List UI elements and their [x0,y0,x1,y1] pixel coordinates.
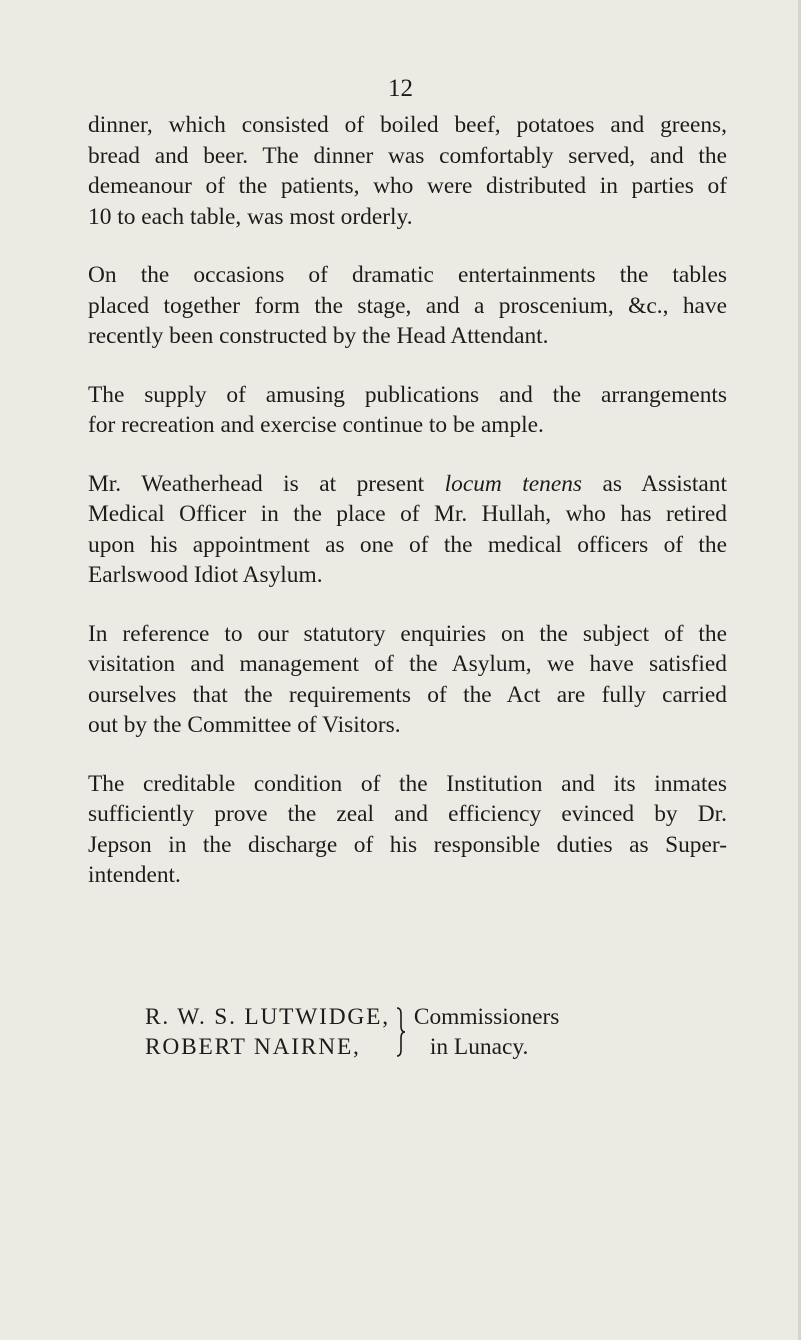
paragraph-statutory-enquiries [88,619,727,741]
signatory-name: R. W. S. LUTWIDGE, [145,1004,390,1030]
paragraph-dinner [88,110,727,232]
text-line: for recreation and exercise continue to be ample. [88,412,544,438]
text-line: Medical Officer in the place of Mr. Hullah, who has retired [88,501,727,527]
text-line: upon his appointment as one of the medical officers of the [88,531,727,558]
text-line: visitation and management of the Asylum, we have satisfied [88,651,727,677]
signatory-role: in Lunacy. [429,1034,529,1060]
text-line: sufficiently prove the zeal and efficiency evinced by Dr. [88,801,727,827]
brace-icon [390,1002,412,1062]
text-line: demeanour of the patients, who were distributed in parties of [88,173,727,199]
paragraph-creditable-condition [88,769,727,891]
text-line: Earlswood Idiot Asylum. [88,562,323,588]
signature-block [145,1002,559,1062]
paragraph-entertainments [88,260,727,352]
text-line: 10 to each table, was most orderly. [88,203,413,230]
text-line: ourselves that the requirements of the Act are fully carried [88,681,727,708]
text-line: Jepson in the discharge of his responsible duties as Super- [88,831,727,858]
page-number: 12 [388,75,413,102]
text-line: placed together form the stage, and a proscenium, &c., have [88,292,727,319]
text-line: recently been constructed by the Head Attendant. [88,323,549,349]
text-line: bread and beer. The dinner was comfortably served, and the [88,142,727,169]
paragraph-medical-officer [88,469,727,591]
text-line: The creditable condition of the Institution and its inmates [88,770,727,797]
text-line: The supply of amusing publications and the arrangements [88,381,727,408]
signatory-name: ROBERT NAIRNE, [145,1034,361,1060]
body-text [88,110,727,919]
italic-phrase: locum tenens [444,470,583,497]
text-line: dinner, which consisted of boiled beef, potatoes and greens, [88,112,727,138]
text-line: out by the Committee of Visitors. [88,712,401,738]
signatory-role: Commissioners [413,1004,560,1030]
text-line: In reference to our statutory enquiries on the subject of the [88,620,727,647]
paragraph-recreation [88,380,727,441]
text-segment: as Assistant [582,470,727,497]
text-line: intendent. [88,862,181,888]
text-segment: Mr. Weatherhead is at present [88,470,445,497]
text-line [88,469,727,500]
text-line: On the occasions of dramatic entertainments the tables [88,262,727,288]
